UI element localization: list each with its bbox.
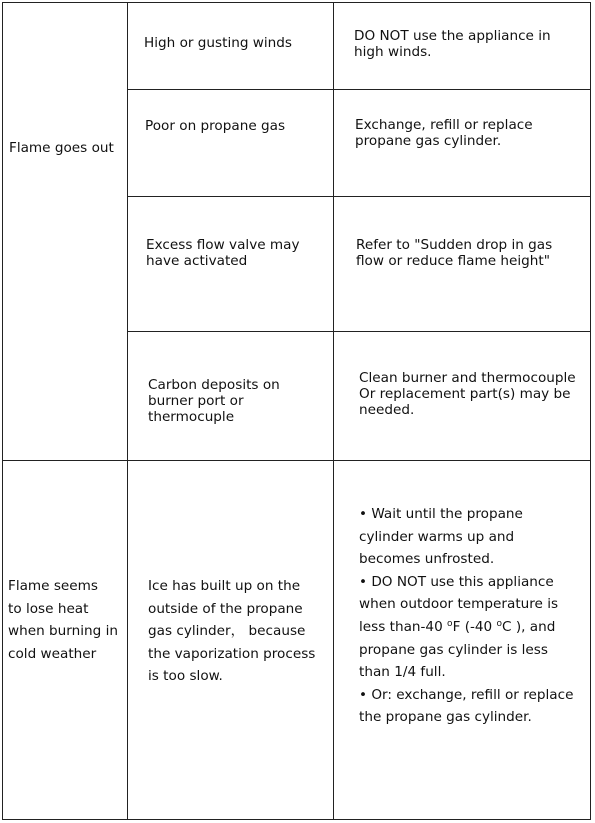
row-divider xyxy=(127,89,591,90)
remedy-cell xyxy=(356,237,552,269)
remedy-line: DO NOT use the appliance in xyxy=(354,28,551,44)
remedy-line: when outdoor temperature is xyxy=(359,596,559,613)
remedy-line: than 1/4 full. xyxy=(359,664,446,681)
cause-line: the vaporization process xyxy=(148,645,316,662)
cause-line: Carbon deposits on xyxy=(148,377,280,393)
cause-cell xyxy=(148,575,315,688)
symptom-cell xyxy=(8,575,118,665)
remedy-line: Exchange, refill or replace xyxy=(355,117,533,133)
remedy-line: cylinder warms up and xyxy=(359,528,515,545)
cause-line: Ice has built up on the xyxy=(148,578,301,594)
remedy-cell xyxy=(359,370,576,418)
symptom-line: cold weather xyxy=(8,645,97,662)
temp-middle: F (-40 xyxy=(452,618,497,635)
cause-cell xyxy=(148,377,280,425)
remedy-line: Or replacement part(s) may be xyxy=(359,386,571,402)
remedy-line: becomes unfrosted. xyxy=(359,551,495,568)
cause-line: burner port or xyxy=(148,393,244,409)
cause-line: gas cylinder， because xyxy=(148,623,306,640)
temp-suffix: C ), and xyxy=(502,618,556,635)
symptom-line: Flame seems xyxy=(8,578,98,594)
row-divider xyxy=(2,460,591,461)
remedy-line: propane gas cylinder. xyxy=(355,133,502,149)
remedy-line: Refer to "Sudden drop in gas xyxy=(356,237,553,253)
remedy-cell xyxy=(359,503,573,729)
table-border-right xyxy=(590,2,591,820)
remedy-line: the propane gas cylinder. xyxy=(359,709,532,726)
remedy-temperature-line xyxy=(359,616,573,639)
remedy-line: • DO NOT use this appliance xyxy=(359,573,554,590)
remedy-line: • Wait until the propane xyxy=(359,506,523,522)
remedy-line: propane gas cylinder is less xyxy=(359,641,548,658)
table-border-top xyxy=(2,2,591,3)
table-border-bottom xyxy=(2,819,591,820)
remedy-cell xyxy=(355,117,533,149)
row-divider xyxy=(127,331,591,332)
cause-line: have activated xyxy=(146,253,248,269)
temp-prefix: less than-40 xyxy=(359,618,448,635)
column-divider xyxy=(127,2,128,820)
cause-line: Poor on propane gas xyxy=(145,118,286,134)
symptom-cell: Flame goes out xyxy=(9,140,114,156)
remedy-line: flow or reduce flame height" xyxy=(356,253,551,269)
cause-cell xyxy=(146,237,300,269)
symptom-line: to lose heat xyxy=(8,600,89,617)
cause-line: is too slow. xyxy=(148,668,223,685)
row-divider xyxy=(127,196,591,197)
cause-line: Excess flow valve may xyxy=(146,237,300,253)
remedy-cell xyxy=(354,28,551,60)
column-divider xyxy=(333,2,334,820)
table-border-left xyxy=(2,2,3,820)
cause-line: High or gusting winds xyxy=(144,35,293,51)
cause-cell xyxy=(144,35,292,51)
symptom-line: when burning in xyxy=(8,623,118,640)
remedy-line: Clean burner and thermocouple xyxy=(359,370,576,386)
remedy-line: high winds. xyxy=(354,44,432,60)
degree-sign: o xyxy=(496,618,503,629)
cause-line: outside of the propane xyxy=(148,600,303,617)
cause-cell xyxy=(145,118,285,134)
degree-sign: o xyxy=(447,618,453,629)
remedy-line: • Or: exchange, refill or replace xyxy=(359,686,574,703)
cause-line: thermocuple xyxy=(148,409,235,425)
remedy-line: needed. xyxy=(359,402,415,418)
